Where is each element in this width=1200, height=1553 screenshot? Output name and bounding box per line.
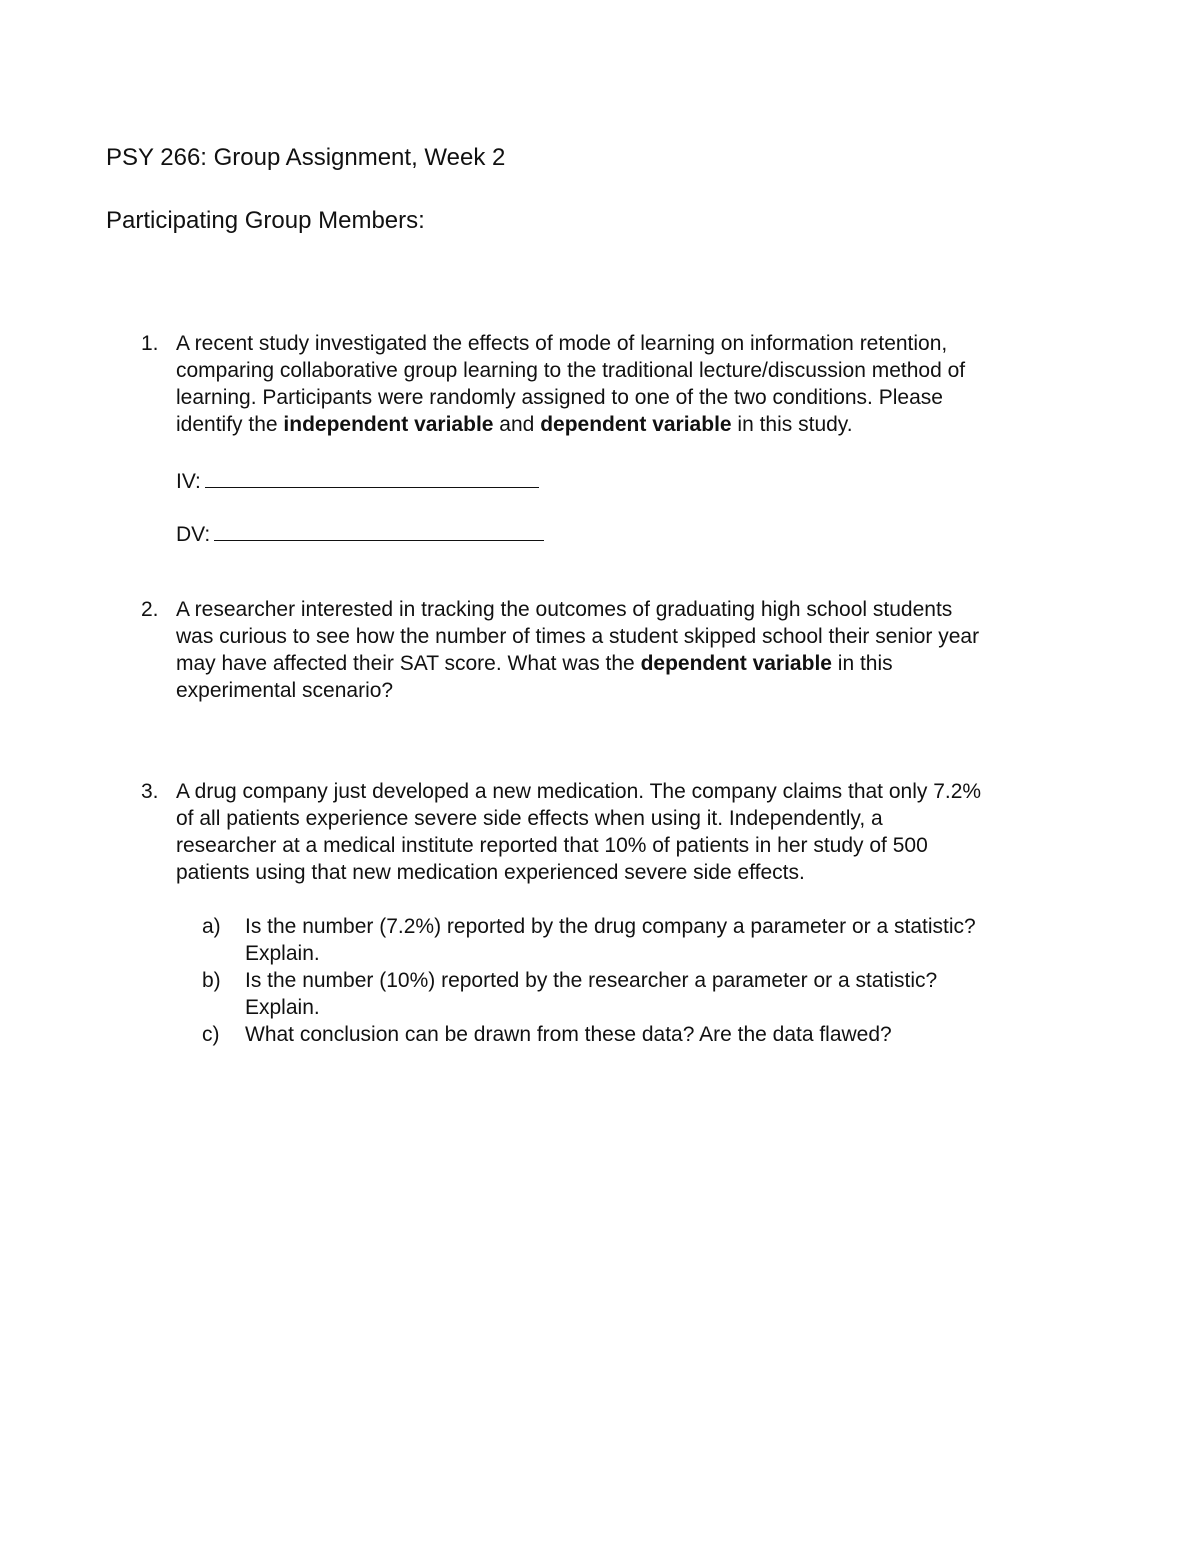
question-number: 1. <box>141 332 159 355</box>
sub-question-letter: c) <box>202 1023 220 1046</box>
bold-term: independent variable <box>283 413 494 436</box>
sub-question-line: Is the number (7.2%) reported by the drug company a parameter or a statistic? <box>245 915 976 938</box>
question-line: A researcher interested in tracking the outcomes of graduating high school students <box>176 598 953 621</box>
question-line: was curious to see how the number of times a student skipped school their senior year <box>176 625 980 648</box>
dv-label: DV: <box>176 523 211 546</box>
question-text <box>176 596 1091 704</box>
sub-question-line: Explain. <box>245 996 320 1019</box>
question-3 <box>141 778 1091 886</box>
question-2 <box>141 596 1091 704</box>
group-members-label: Participating Group Members: <box>106 207 425 234</box>
question-line: experimental scenario? <box>176 679 394 702</box>
iv-label: IV: <box>176 470 201 493</box>
question-line: A recent study investigated the effects of mode of learning on information retention, <box>176 332 948 355</box>
sub-question-list <box>202 913 1102 1048</box>
question-line: learning. Participants were randomly assigned to one of the two conditions. Please <box>176 386 943 409</box>
sub-question-b <box>202 967 1102 1021</box>
question-line: comparing collaborative group learning to the traditional lecture/discussion method of <box>176 359 966 382</box>
question-text <box>176 330 1091 438</box>
question-line: may have affected their SAT score. What was the dependent variable in this <box>176 652 893 675</box>
question-line: of all patients experience severe side effects when using it. Independently, a <box>176 807 883 830</box>
sub-question-line: What conclusion can be drawn from these data? Are the data flawed? <box>245 1023 892 1046</box>
question-1 <box>141 330 1091 438</box>
document-title: PSY 266: Group Assignment, Week 2 <box>106 144 506 171</box>
sub-question-letter: a) <box>202 915 221 938</box>
iv-answer-blank[interactable] <box>205 467 539 488</box>
question-line: identify the independent variable and dependent variable in this study. <box>176 413 853 436</box>
bold-term: dependent variable <box>540 413 732 436</box>
question-line: A drug company just developed a new medication. The company claims that only 7.2% <box>176 780 982 803</box>
dv-answer-blank[interactable] <box>214 520 544 541</box>
sub-question-c <box>202 1021 1102 1048</box>
sub-question-a <box>202 913 1102 967</box>
bold-term: dependent variable <box>640 652 832 675</box>
question-number: 2. <box>141 598 159 621</box>
question-number: 3. <box>141 780 159 803</box>
iv-answer-row <box>176 467 539 495</box>
question-text <box>176 778 1091 886</box>
sub-question-line: Explain. <box>245 942 320 965</box>
sub-question-letter: b) <box>202 969 221 992</box>
question-line: patients using that new medication experienced severe side effects. <box>176 861 805 884</box>
sub-question-line: Is the number (10%) reported by the researcher a parameter or a statistic? <box>245 969 938 992</box>
question-line: researcher at a medical institute reported that 10% of patients in her study of 500 <box>176 834 928 857</box>
dv-answer-row <box>176 520 544 548</box>
